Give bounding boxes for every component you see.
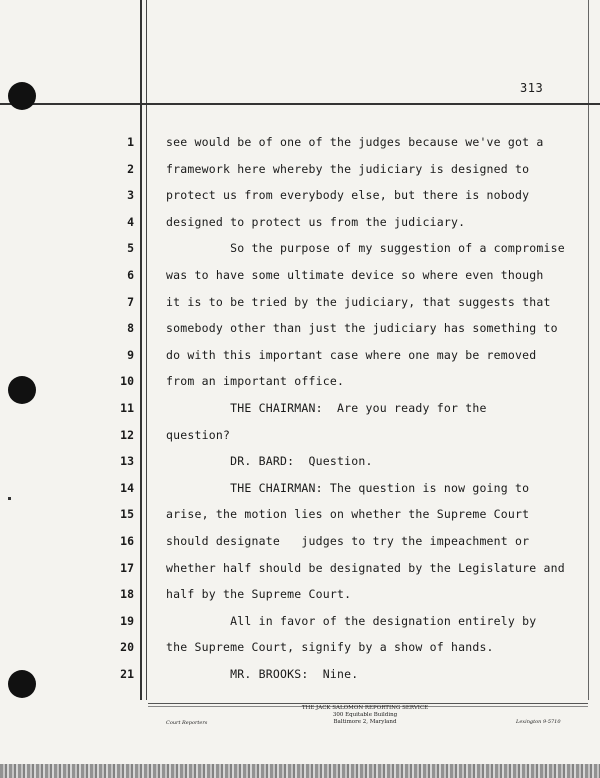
transcript-line: arise, the motion lies on whether the Supreme Court — [166, 507, 530, 521]
margin-line-outer — [140, 0, 142, 700]
line-number: 16 — [120, 534, 134, 548]
transcript-line: question? — [166, 428, 231, 442]
page-number: 313 — [520, 81, 544, 95]
footer-address-line1: 300 Equitable Building — [332, 712, 398, 718]
scan-mark — [8, 497, 11, 500]
footer-left-text: Court Reporters — [166, 720, 208, 726]
right-margin-line — [588, 0, 589, 700]
footer-reporting-service — [200, 705, 530, 726]
line-number: 6 — [127, 268, 134, 282]
punch-hole-middle — [8, 376, 36, 404]
transcript-line: should designate judges to try the impeachment or — [166, 534, 530, 548]
line-number: 20 — [120, 640, 134, 654]
transcript-line: THE CHAIRMAN: The question is now going to — [166, 481, 530, 495]
transcript-line: THE CHAIRMAN: Are you ready for the — [166, 401, 487, 415]
header-rule — [0, 103, 600, 105]
line-number: 15 — [120, 507, 134, 521]
line-number: 8 — [127, 321, 134, 335]
transcript-line: was to have some ultimate device so where even though — [166, 268, 544, 282]
footer-service-name: THE JACK SALOMON REPORTING SERVICE — [301, 705, 429, 711]
line-number: 9 — [127, 348, 134, 362]
transcript-line: the Supreme Court, signify by a show of hands. — [166, 640, 494, 654]
line-number: 18 — [120, 587, 134, 601]
footer-right-text: Lexington 9-5710 — [516, 719, 561, 725]
transcript-line: do with this important case where one may be removed — [166, 348, 537, 362]
transcript-line: protect us from everybody else, but there is nobody — [166, 188, 530, 202]
punch-hole-top — [8, 82, 36, 110]
line-number: 13 — [120, 454, 134, 468]
line-number: 21 — [120, 667, 134, 681]
transcript-line: from an important office. — [166, 374, 345, 388]
transcript-line: DR. BARD: Question. — [166, 454, 373, 468]
margin-line-inner — [146, 0, 147, 700]
line-number: 14 — [120, 481, 134, 495]
line-number: 4 — [127, 215, 134, 229]
punch-hole-bottom — [8, 670, 36, 698]
scan-edge — [0, 764, 600, 778]
line-number: 11 — [120, 401, 134, 415]
line-number: 7 — [127, 295, 134, 309]
transcript-line: it is to be tried by the judiciary, that suggests that — [166, 295, 551, 309]
footer-address-line2: Baltimore 2, Maryland — [333, 719, 397, 725]
transcript-line: somebody other than just the judiciary has something to — [166, 321, 558, 335]
transcript-line: framework here whereby the judiciary is designed to — [166, 162, 530, 176]
line-number: 12 — [120, 428, 134, 442]
line-number: 2 — [127, 162, 134, 176]
line-number: 17 — [120, 561, 134, 575]
transcript-line: All in favor of the designation entirely by — [166, 614, 537, 628]
line-number: 10 — [120, 374, 134, 388]
footer-rule — [148, 703, 588, 704]
transcript-line: designed to protect us from the judiciary. — [166, 215, 466, 229]
transcript-line: So the purpose of my suggestion of a compromise — [166, 241, 565, 255]
line-number: 1 — [127, 135, 134, 149]
transcript-line: see would be of one of the judges because we've got a — [166, 135, 544, 149]
line-number: 5 — [127, 241, 134, 255]
line-number: 19 — [120, 614, 134, 628]
transcript-line: whether half should be designated by the Legislature and — [166, 561, 565, 575]
transcript-line: MR. BROOKS: Nine. — [166, 667, 359, 681]
line-number: 3 — [127, 188, 134, 202]
transcript-line: half by the Supreme Court. — [166, 587, 352, 601]
